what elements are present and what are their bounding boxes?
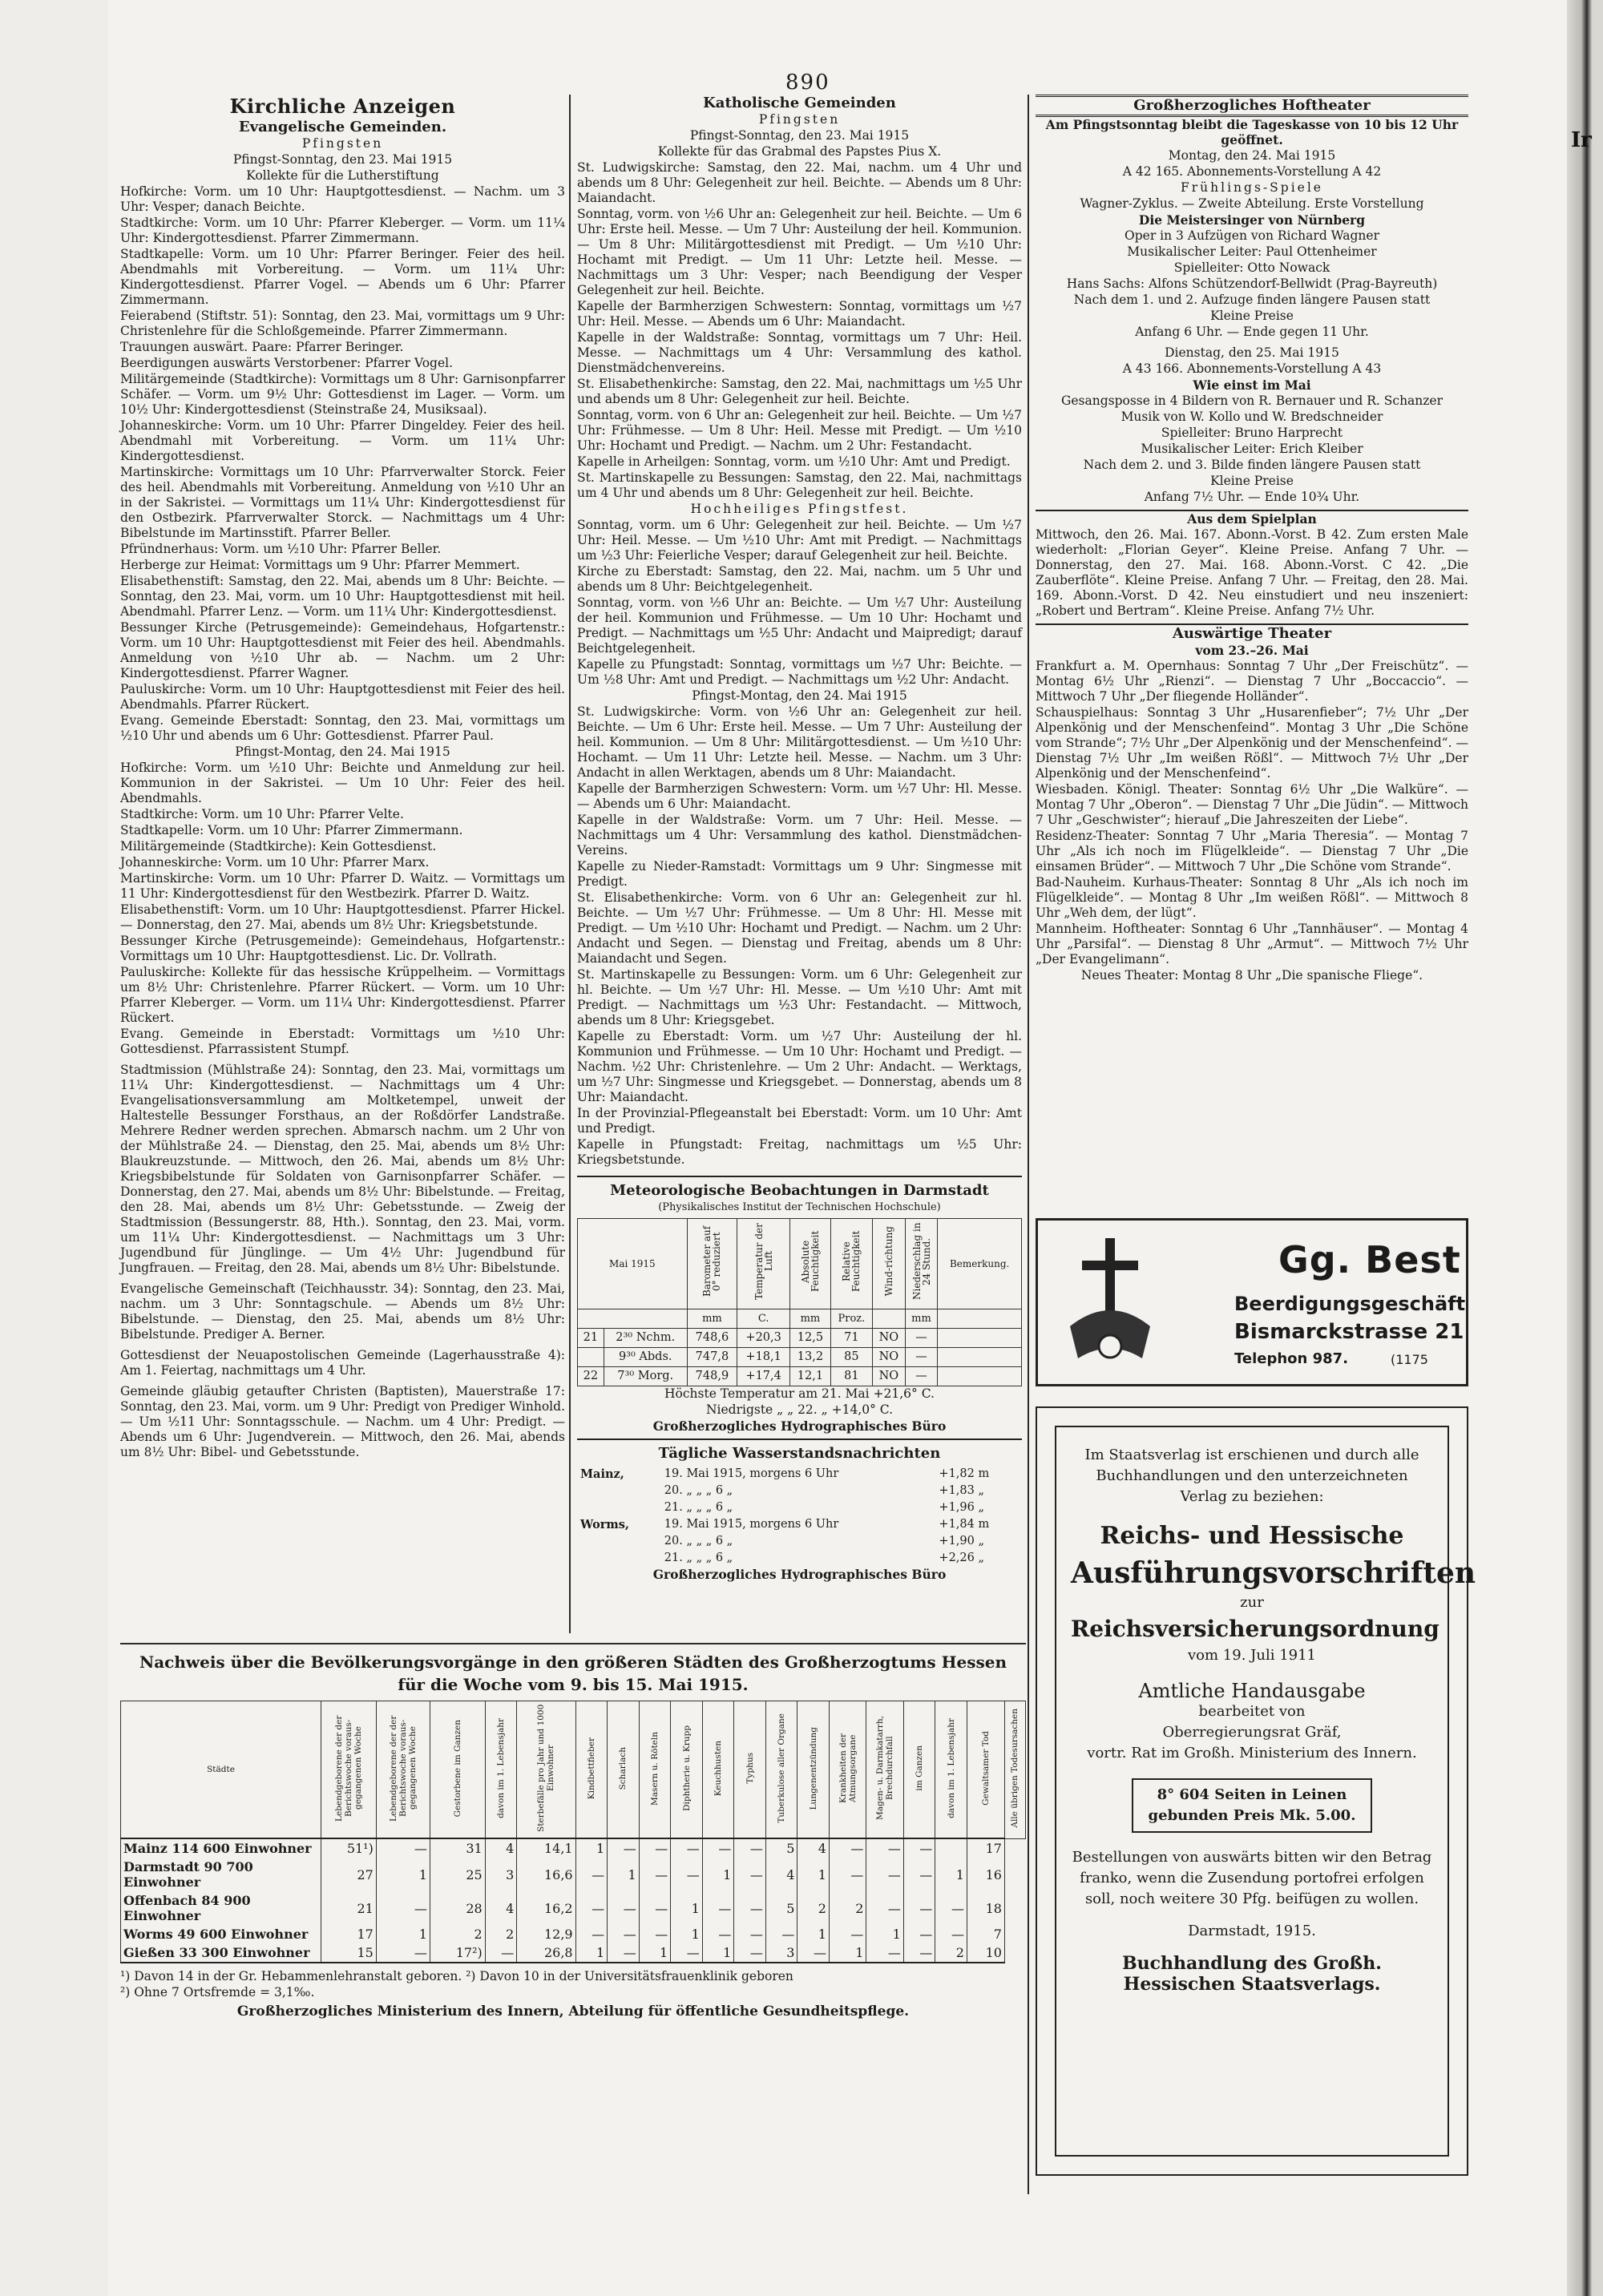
service-entry: Martinskirche: Vorm. um 10 Uhr: Pfarrer D. Waitz. — Vormittags um 11 Uhr: Kindergottesdienst für den Westbezirk. Pfarrer D. Waitz. (120, 871, 565, 901)
ad-text: Im Staatsverlag ist erschienen und durch alle Buchhandlungen und den unterzeichneten Verlag zu beziehen: (1084, 1447, 1419, 1505)
book-title-line: Reichs- und Hessische (1100, 1522, 1404, 1550)
max-temp: Höchste Temperatur am 21. Mai +21,6° C. (664, 1386, 935, 1401)
ad-text: Oberregierungsrat Gräf, (1162, 1724, 1342, 1741)
program-line: Spielleiter: Otto Nowack (1173, 260, 1330, 275)
unit-cell: C. (737, 1309, 790, 1329)
section-title: Katholische Gemeinden (703, 95, 896, 111)
program-line: Frühlings-Spiele (1181, 180, 1323, 195)
meteo-table (577, 1218, 1022, 1386)
program-line: Wagner-Zyklus. — Zweite Abteilung. Erste Vorstellung (1080, 196, 1424, 211)
feast-heading: Hochheiliges Pfingstfest. (690, 502, 909, 516)
theater-column (1036, 95, 1468, 1209)
population-statistics (120, 1651, 1026, 2020)
table-row: 22 7³⁰ Morg. 748,9 +17,4 12,1 81 NO — (578, 1367, 1022, 1386)
service-entry: St. Elisabethenkirche: Samstag, den 22. Mai, nachmittags um ½5 Uhr und abends um 8 Uhr: Gelegenheit zur heil. Beichte. (577, 377, 1022, 406)
service-entry: Trauungen auswärt. Paare: Pfarrer Beringer. (120, 340, 404, 354)
table-row: 20. „ „ „ 6 „ +1,90 „ (664, 1535, 984, 1547)
box-office-notice: Am Pfingstsonntag bleibt die Tageskasse von 10 bis 12 Uhr geöffnet. (1045, 117, 1459, 147)
ad-text: Darmstadt, 1915. (1188, 1923, 1316, 1939)
service-entry: Kapelle der Barmherzigen Schwestern: Sonntag, vormittags um ½7 Uhr: Heil. Messe. — Abends um 6 Uhr: Maiandacht. (577, 299, 1022, 329)
population-table: Städte Lebendgeborene der der Berichtswoche vorausgegangenen Woche Lebendgeborene der der Berichtswoche vorausgegangenen Woche Gestorbene im Ganzen davon im 1. Lebensjahr Sterbefälle pro Jahr und 1000 Einwohner Kindbettfieber Scharlach Masern u. Röteln Diphtherie u. Krupp Keuchhusten Typhus Tuberkulose aller Organe Lungenentzündung Krankheiten der Atmungsorgane Magen- u. Darmkatarrh, Brechdurchfall im Ganzen davon im 1. Lebensjahr Gewaltsamer Tod Alle übrigen Todesursachen Mainz 114 600 Einwohner 51¹) — 31 4 14,1 1 — — — — — 5 4 — — — 17 Darmstadt 90 700 Einwohner 27 1 25 3 16,6 — 1 — — 1 — 4 1 — — — 1 16 Offenbach 84 900 Einwohner 21 — 28 4 16,2 — — — 1 — — 5 2 2 — — — 18 Worms 49 600 Einwohner 17 1 2 2 12,9 — — — 1 — — — 1 — 1 — — 7 Gießen 33 300 Einwohner 15 — 17²) — 26,8 1 — 1 — 1 — 3 — 1 — — 2 10 (120, 1701, 1026, 1963)
section-title: Evangelische Gemeinden. (238, 119, 447, 135)
service-entry: Gemeinde gläubig getaufter Christen (Baptisten), Mauerstraße 17: Sonntag, den 23. Mai, vorm. um 9 Uhr: Predigt von Prediger Winhold. — Um ½11 Uhr: Sonntagsschule. — Nachm. um 4 Uhr: Predigt. — Abends um 6 Uhr: Jugendverein. — Mittwoch, den 26. Mai, abends um 8½ Uhr: Bibel- und Gebetsstunde. (120, 1384, 565, 1459)
page-edge (1567, 0, 1603, 2296)
service-entry: Kapelle zu Eberstadt: Vorm. um ½7 Uhr: Austeilung der hl. Kommunion und Frühmesse. — Um 10 Uhr: Hochamt und Predigt. — Nachm. ½2 Uhr: Christenlehre. — Um 2 Uhr: Andacht. — Werktags, um ½7 Uhr: Singmesse und Kriegsgebet. — Donnerstag, abends um 8 Uhr: Maiandacht. (577, 1029, 1022, 1104)
program-line: A 43 166. Abonnements-Vorstellung A 43 (1122, 361, 1382, 376)
program-title: Die Meistersinger von Nürnberg (1138, 212, 1366, 228)
service-entry: St. Ludwigskirche: Vorm. von ½6 Uhr an: Gelegenheit zur heil. Beichte. — Um 6 Uhr: Erste heil. Messe. — Um 7 Uhr: Austeilung der heil. Kommunion. — Um 8 Uhr: Militärgottesdienst. — Um ½10 Uhr: Hochamt. — Um 11 Uhr: Letzte heil. Messe. — Nachm. um 3 Uhr: Andacht in allen Werktagen, abends um 8 Uhr: Maiandacht. (577, 704, 1022, 780)
service-entry: In der Provinzial-Pflegeanstalt bei Eberstadt: Vorm. um 10 Uhr: Amt und Predigt. (577, 1106, 1022, 1136)
left-margin (0, 0, 108, 2296)
service-entry: Bessunger Kirche (Petrusgemeinde): Gemeindehaus, Hofgartenstr.: Vorm. um 10 Uhr: Hauptgottesdienst mit Feier des heil. Abendmahls. Anmeldung von ½10 Uhr ab. — Nachm. um 2 Uhr: Kindergottesdienst. Pfarrer Wagner. (120, 620, 565, 680)
program-line: Dienstag, den 25. Mai 1915 (1165, 345, 1339, 360)
program-line: Gesangsposse in 4 Bildern von R. Bernauer und R. Schanzer (1060, 393, 1444, 408)
table-row: Darmstadt 90 700 Einwohner 27 1 25 3 16,6 — 1 — — 1 — 4 1 — — — 1 16 (121, 1858, 1026, 1891)
date-heading: Pfingst-Sonntag, den 23. Mai 1915 (689, 128, 910, 143)
theater-entry: Bad-Nauheim. Kurhaus-Theater: Sonntag 8 Uhr „Als ich noch im Flügelkleide“. — Montag 8 Uhr „Im weißen Rößl“. — Mittwoch 8 Uhr „Weh dem, der lügt“. (1036, 875, 1468, 920)
water-section (577, 1439, 1022, 1582)
program-line: Hans Sachs: Alfons Schützendorf-Bellwidt (Prag-Bayreuth) (1066, 276, 1438, 291)
program-line: A 42 165. Abonnements-Vorstellung A 42 (1122, 164, 1382, 179)
ad-text: Bestellungen von auswärts bitten wir den Betrag franko, wenn die Zusendung portofrei erfolgen soll, noch weitere 30 Pfg. beifügen zu wollen. (1072, 1849, 1432, 1907)
program-line: Musikalischer Leiter: Paul Ottenheimer (1127, 244, 1377, 259)
theater-entry: Schauspielhaus: Sonntag 3 Uhr „Husarenfieber“; 7½ Uhr „Der Alpenkönig und der Menschenfeind“. Montag 3 Uhr „Die Schöne vom Strande“; 7½ Uhr „Der Alpenkönig und der Menschenfeind“. — Dienstag 7½ Uhr „Im weißen Rößl“. — Mittwoch 7½ Uhr „Der Alpenkönig und der Menschenfeind“. (1036, 705, 1468, 781)
theater-entry: Mannheim. Hoftheater: Sonntag 6 Uhr „Tannhäuser“. — Montag 4 Uhr „Parsifal“. — Dienstag 8 Uhr „Armut“. — Mittwoch 7½ Uhr „Der Evangelimann“. (1036, 922, 1468, 966)
unit-cell: Proz. (830, 1309, 872, 1329)
office-signature: Großherzogliches Hydrographisches Büro (652, 1567, 947, 1582)
service-entry: Militärgemeinde (Stadtkirche): Vormittags um 8 Uhr: Garnisonpfarrer Schäfer. — Vorm. um 9½ Uhr: Gottesdienst im Lager. — Vorm. um 10½ Uhr: Kindergottesdienst (Steinstraße 24, Musiksaal). (120, 372, 565, 417)
program-line: Musikalischer Leiter: Erich Kleiber (1141, 442, 1363, 456)
service-entry: Kapelle zu Pfungstadt: Sonntag, vormittags um ½7 Uhr: Beichte. — Um ½8 Uhr: Amt und Predigt. — Nachmittags um ½2 Uhr: Andacht. (577, 657, 1022, 687)
spielplan-title: Aus dem Spielplan (1187, 511, 1317, 527)
column-title: Kirchliche Anzeigen (229, 95, 456, 118)
evangelical-column (120, 95, 565, 1461)
program-line: Anfang 6 Uhr. — Ende gegen 11 Uhr. (1135, 325, 1369, 339)
service-entry: Hofkirche: Vorm. um 10 Uhr: Hauptgottesdienst. — Nachm. um 3 Uhr: Vesper; danach Beichte. (120, 184, 565, 214)
service-entry: St. Martinskapelle zu Bessungen: Samstag, den 22. Mai, nachmittags um 4 Uhr und abends um 8 Uhr: Gelegenheit zur heil. Beichte. (577, 470, 1022, 500)
ad-text: vortr. Rat im Großh. Ministerium des Innern. (1087, 1745, 1417, 1761)
collection-note: Kollekte für das Grabmal des Papstes Pius X. (657, 144, 942, 159)
service-entry: Sonntag, vorm. von ½6 Uhr an: Beichte. — Um ½7 Uhr: Austeilung der heil. Kommunion und Frühmesse. — Um 10 Uhr: Hochamt und Predigt. — Nachmittags um ½5 Uhr: Andacht und Maipredigt; darauf Beichtgelegenheit. (577, 595, 1022, 656)
adjacent-page-fragment: Ir (1571, 128, 1592, 152)
column-rule (569, 95, 571, 1633)
spielplan-text: Mittwoch, den 26. Mai. 167. Abonn.-Vorst. B 42. Zum ersten Male wiederholt: „Florian Geyer“. Kleine Preise. Anfang 7 Uhr. — Donnerstag, den 27. Mai. 168. Abonn.-Vorst. C 42. „Die Zauberflöte“. Kleine Preise. Anfang 7 Uhr. — Freitag, den 28. Mai. 169. Abonn.-Vorst. D 42. Neu einstudiert und neu inszeniert: „Robert und Bertram“. Kleine Preise. Anfang 7½ Uhr. (1036, 527, 1468, 618)
table-header: Relative Feuchtigkeit (830, 1219, 872, 1309)
table-row: Worms, 19. Mai 1915, morgens 6 Uhr +1,84 m (580, 1518, 990, 1531)
ad-reference: (1175 (1391, 1352, 1428, 1367)
service-entry: Feierabend (Stiftstr. 51): Sonntag, den 23. Mai, vormittags um 9 Uhr: Christenlehre für die Schloßgemeinde. Pfarrer Zimmermann. (120, 309, 565, 338)
theater-entry: Neues Theater: Montag 8 Uhr „Die spanische Fliege“. (1080, 968, 1423, 983)
book-advertisement (1036, 1406, 1476, 2176)
column-title: Großherzogliches Hoftheater (1036, 95, 1468, 117)
unit-cell: mm (905, 1309, 938, 1329)
table-row: 21. „ „ „ 6 „ +1,96 „ (664, 1501, 984, 1514)
meteo-section (577, 1176, 1022, 1434)
date-range: vom 23.–26. Mai (1195, 643, 1309, 658)
price-box: 8° 604 Seiten in Leinen gebunden Preis Mk. 5.00. (1132, 1778, 1372, 1833)
service-entry: Beerdigungen auswärts Verstorbener: Pfarrer Vogel. (120, 356, 454, 370)
funeral-advertisement (1036, 1218, 1468, 1386)
ad-text: vom 19. Juli 1911 (1188, 1647, 1316, 1664)
table-header: Bemerkung. (938, 1219, 1022, 1309)
service-entry: Herberge zur Heimat: Vormittags um 9 Uhr: Pfarrer Memmert. (120, 558, 520, 572)
service-entry: Kapelle der Barmherzigen Schwestern: Vorm. um ½7 Uhr: Hl. Messe. — Abends um 6 Uhr: Maiandacht. (577, 781, 1022, 811)
program-line: Nach dem 2. und 3. Bilde finden längere Pausen statt (1083, 458, 1421, 472)
date-heading: Pfingst-Montag, den 24. Mai 1915 (235, 744, 450, 759)
cross-emblem-icon (1062, 1238, 1158, 1366)
table-header: Barometer auf 0° reduziert (687, 1219, 737, 1309)
table-row: Offenbach 84 900 Einwohner 21 — 28 4 16,2 — — — 1 — — 5 2 2 — — — 18 (121, 1891, 1026, 1925)
meteo-subtitle: (Physikalisches Institut der Technischen Hochschule) (658, 1201, 941, 1213)
service-entry: Stadtkapelle: Vorm. um 10 Uhr: Pfarrer Beringer. Feier des heil. Abendmahls mit Vorbereitung. — Vorm. um 11¼ Uhr: Kindergottesdienst. Pfarrer Vogel. — Abends um 6 Uhr: Pfarrer Zimmermann. (120, 247, 565, 307)
ad-text: Amtliche Handausgabe (1138, 1680, 1366, 1702)
footnote: ¹) Davon 14 in der Gr. Hebammenlehranstalt geboren. ²) Davon 10 in der Universitätsfrauenklinik geboren (120, 1969, 793, 1983)
table-row: Mainz, 19. Mai 1915, morgens 6 Uhr +1,82 m (580, 1467, 990, 1481)
program-line: Kleine Preise (1210, 474, 1294, 488)
book-title-line: Reichsversicherungsordnung (1071, 1616, 1439, 1642)
publisher: Buchhandlung des Großh. Hessischen Staatsverlags. (1122, 1953, 1382, 1995)
service-entry: Pfründnerhaus: Vorm. um ½10 Uhr: Pfarrer Beller. (120, 542, 442, 556)
program-line: Montag, den 24. Mai 1915 (1168, 148, 1336, 163)
service-entry: Hofkirche: Vorm. um ½10 Uhr: Beichte und Anmeldung zur heil. Kommunion in der Sakristei. — Um 10 Uhr: Feier des heil. Abendmahls. (120, 761, 565, 805)
service-entry: Stadtmission (Mühlstraße 24): Sonntag, den 23. Mai, vormittags um 11¼ Uhr: Kindergottesdienst. — Nachmittags um 4 Uhr: Evangelisationsversammlung am Moltketempel, unweit der Haltestelle Bessunger Forsthaus, an der Roßdörfer Landstraße. Mehrere Redner werden sprechen. Abmarsch nachm. um 2 Uhr von der Mühlstraße 24. — Dienstag, den 25. Mai, abends um 8½ Uhr: Blaukreuzstunde. — Mittwoch, den 26. Mai, abends um 8½ Uhr: Kriegsbibelstunde für Soldaten von Garnisonpfarrer Schäfer. — Donnerstag, den 27. Mai, abends um 8½ Uhr: Bibelstunde. — Freitag, den 28. Mai, abends um 8½ Uhr: Gebetsstunde. — Zweig der Stadtmission (Bessungerstr. 88, Hth.). Sonntag, den 23. Mai, vorm. um 11¼ Uhr: Kindergottesdienst. — Nachmittags um 3 Uhr: Jugendbund für Jünglinge. — Um 4½ Uhr: Jugendbund für Jungfrauen. — Freitag, den 28. Mai, abends um 8½ Uhr: Bibelstunde. (120, 1063, 565, 1275)
service-entry: Sonntag, vorm. um 6 Uhr: Gelegenheit zur heil. Beichte. — Um ½7 Uhr: Heil. Messe. — Um ½10 Uhr: Amt mit Predigt. — Nachmittags um ½3 Uhr: Feierliche Vesper; darauf Gelegenheit zur heil. Beichte. (577, 518, 1022, 563)
table-row: 21. „ „ „ 6 „ +2,26 „ (664, 1552, 984, 1564)
service-entry: Sonntag, vorm. von 6 Uhr an: Gelegenheit zur heil. Beichte. — Um ½7 Uhr: Frühmesse. — Um 8 Uhr: Heil. Messe mit Predigt. — Um ½10 Uhr: Hochamt und Predigt. — Nachm. um 2 Uhr: Festandacht. (577, 408, 1022, 453)
business-type: Beerdigungsgeschäft (1234, 1293, 1466, 1315)
table-header: Niederschlag in 24 Stund. (905, 1219, 938, 1309)
business-address: Bismarckstrasse 21 (1234, 1320, 1464, 1344)
table-header: Wind-richtung (873, 1219, 906, 1309)
table-header: Mai 1915 (578, 1219, 688, 1309)
meteo-title: Meteorologische Beobachtungen in Darmstadt (610, 1182, 989, 1199)
service-entry: Stadtkirche: Vorm. um 10 Uhr: Pfarrer Kleberger. — Vorm. um 11¼ Uhr: Kindergottesdienst. Pfarrer Zimmermann. (120, 216, 565, 245)
service-entry: Evang. Gemeinde in Eberstadt: Vormittags um ½10 Uhr: Gottesdienst. Pfarrassistent Stumpf. (120, 1027, 565, 1056)
service-entry: Pauluskirche: Vorm. um 10 Uhr: Hauptgottesdienst mit Feier des heil. Abendmahls. Pfarrer Rückert. (120, 682, 565, 712)
page-number: 890 (785, 71, 830, 95)
theater-entry: Wiesbaden. Königl. Theater: Sonntag 6½ Uhr „Die Walküre“. — Montag 7 Uhr „Oberon“. — Dienstag 7 Uhr „Die Jüdin“. — Mittwoch 7 Uhr „Geschwister“; hierauf „Die Jahreszeiten der Liebe“. (1036, 782, 1468, 827)
table-header: Temperatur der Luft (737, 1219, 790, 1309)
table-row: 20. „ „ „ 6 „ +1,83 „ (664, 1484, 984, 1497)
footnote: ²) Ohne 7 Ortsfremde = 3,1‰. (120, 1985, 315, 1999)
table-header: Absolute Feuchtigkeit (790, 1219, 831, 1309)
ad-text: zur (1240, 1594, 1264, 1611)
table-title: für die Woche vom 9. bis 15. Mai 1915. (398, 1675, 749, 1694)
service-entry: Kapelle zu Nieder-Ramstadt: Vormittags um 9 Uhr: Singmesse mit Predigt. (577, 859, 1022, 889)
service-entry: Elisabethenstift: Samstag, den 22. Mai, abends um 8 Uhr: Beichte. — Sonntag, den 23. Mai, vorm. um 10 Uhr: Hauptgottesdienst mit heil. Abendmahl. Pfarrer Lenz. — Vorm. um 11¼ Uhr: Kindergottesdienst. (120, 574, 565, 619)
unit-cell: mm (687, 1309, 737, 1329)
service-entry: Kirche zu Eberstadt: Samstag, den 22. Mai, nachm. um 5 Uhr und abends um 8 Uhr: Beichtgelegenheit. (577, 564, 1022, 594)
program-line: Kleine Preise (1210, 309, 1294, 323)
service-entry: St. Martinskapelle zu Bessungen: Vorm. um 6 Uhr: Gelegenheit zur hl. Beichte. — Um ½7 Uhr: Hl. Messe. — Um ½10 Uhr: Amt mit Predigt. — Nachmittags um ½3 Uhr: Festandacht. — Mittwoch, abends um 8 Uhr: Kriegsgebet. (577, 967, 1022, 1027)
service-entry: Johanneskirche: Vorm. um 10 Uhr: Pfarrer Marx. (120, 855, 430, 870)
service-entry: Stadtkapelle: Vorm. um 10 Uhr: Pfarrer Zimmermann. (120, 823, 463, 837)
table-row: Gießen 33 300 Einwohner 15 — 17²) — 26,8 1 — 1 — 1 — 3 — 1 — — 2 10 (121, 1943, 1026, 1963)
service-entry: Elisabethenstift: Vorm. um 10 Uhr: Hauptgottesdienst. Pfarrer Hickel. — Donnerstag, den 27. Mai, abends um 8½ Uhr: Kriegsbetstunde. (120, 902, 565, 932)
ministry-signature: Großherzogliches Ministerium des Innern, Abteilung für öffentliche Gesundheitspflege. (236, 2003, 910, 2020)
service-entry: Pauluskirche: Kollekte für das hessische Krüppelheim. — Vormittags um 8½ Uhr: Christenlehre. Pfarrer Rückert. — Vorm. um 10 Uhr: Pfarrer Kleberger. — Vorm. um 11¼ Uhr: Kindergottesdienst. Pfarrer Rückert. (120, 965, 565, 1025)
program-line: Musik von W. Kollo und W. Bredschneider (1120, 410, 1383, 424)
program-line: Nach dem 1. und 2. Aufzuge finden längere Pausen statt (1073, 293, 1431, 307)
date-heading: Pfingst-Montag, den 24. Mai 1915 (692, 688, 907, 703)
table-row: Worms 49 600 Einwohner 17 1 2 2 12,9 — — — 1 — — — 1 — 1 — — 7 (121, 1925, 1026, 1943)
program-line: Oper in 3 Aufzügen von Richard Wagner (1125, 228, 1379, 243)
date-heading: Pfingst-Sonntag, den 23. Mai 1915 (232, 152, 453, 167)
service-entry: Johanneskirche: Vorm. um 10 Uhr: Pfarrer Dingeldey. Feier des heil. Abendmahl mit Vorbereitung. — Vorm. um 11¼ Uhr: Kindergottesdienst. (120, 418, 565, 463)
service-entry: Kapelle in Pfungstadt: Freitag, nachmittags um ½5 Uhr: Kriegsbetstunde. (577, 1137, 1022, 1167)
service-entry: Kapelle in der Waldstraße: Sonntag, vormittags um 7 Uhr: Heil. Messe. — Nachmittags um 4 Uhr: Versammlung des kathol. Dienstmädchenvereins. (577, 330, 1022, 375)
theater-entry: Frankfurt a. M. Opernhaus: Sonntag 7 Uhr „Der Freischütz“. — Montag 6½ Uhr „Rienzi“. — Dienstag 7 Uhr „Boccaccio“. — Mittwoch 7 Uhr „Der fliegende Holländer“. (1036, 659, 1468, 704)
service-entry: Gottesdienst der Neuapostolischen Gemeinde (Lagerhausstraße 4): Am 1. Feiertag, nachmittags um 4 Uhr. (120, 1348, 565, 1378)
table-header: Städte (121, 1701, 321, 1839)
column-rule (1028, 95, 1029, 2194)
section-title: Auswärtige Theater (1172, 625, 1332, 642)
business-phone: Telephon 987. (1234, 1350, 1349, 1367)
service-entry: Stadtkirche: Vorm. um 10 Uhr: Pfarrer Velte. (120, 807, 404, 821)
section-rule (120, 1643, 1026, 1644)
service-entry: Kapelle in der Waldstraße: Vorm. um 7 Uhr: Heil. Messe. — Nachmittags um 4 Uhr: Versammlung des kathol. Dienstmädchen-Vereins. (577, 813, 1022, 857)
catholic-column (577, 95, 1022, 1583)
service-entry: Sonntag, vorm. von ½6 Uhr an: Gelegenheit zur heil. Beichte. — Um 6 Uhr: Erste heil. Messe. — Um 7 Uhr: Austeilung der heil. Kommunion. — Um 8 Uhr: Militärgottesdienst mit Predigt. — Um ½10 Uhr: Hochamt mit Predigt. — Um 11 Uhr: Letzte heil. Messe. — Nachmittags um 3 Uhr: Vesper; nach Beendigung der Vesper Gelegenheit zur heil. Beichte. (577, 207, 1022, 297)
service-entry: Bessunger Kirche (Petrusgemeinde): Gemeindehaus, Hofgartenstr.: Vormittags um 10 Uhr: Hauptgottesdienst. Lic. Dr. Vollrath. (120, 934, 565, 963)
unit-cell: mm (790, 1309, 831, 1329)
collection-note: Kollekte für die Lutherstiftung (246, 168, 439, 183)
book-title-main: Ausführungsvorschriften (1071, 1556, 1476, 1590)
service-entry: Evangelische Gemeinschaft (Teichhausstr. 34): Sonntag, den 23. Mai, nachm. um 3 Uhr: Sonntagschule. — Abends um 8½ Uhr: Bibelstunde. — Dienstag, den 25. Mai, abends um 8½ Uhr: Bibelstunde. Prediger A. Berner. (120, 1281, 565, 1342)
table-row: 21 2³⁰ Nchm. 748,6 +20,3 12,5 71 NO — (578, 1329, 1022, 1348)
service-entry: Militärgemeinde (Stadtkirche): Kein Gottesdienst. (120, 839, 437, 853)
table-title: Nachweis über die Bevölkerungsvorgänge in den größeren Städten des Großherzogtums Hessen (139, 1652, 1007, 1672)
ad-text: bearbeitet von (1198, 1703, 1306, 1720)
water-table (577, 1466, 1022, 1567)
service-entry: St. Ludwigskirche: Samstag, den 22. Mai, nachm. um 4 Uhr und abends um 8 Uhr: Gelegenheit zur heil. Beichte. — Abends um 8 Uhr: Maiandacht. (577, 160, 1022, 205)
water-title: Tägliche Wasserstandsnachrichten (658, 1445, 941, 1462)
table-row: Mainz 114 600 Einwohner 51¹) — 31 4 14,1 1 — — — — — 5 4 — — — 17 (121, 1838, 1026, 1858)
feast-heading: Pfingsten (301, 136, 384, 151)
program-line: Spielleiter: Bruno Harprecht (1161, 426, 1343, 440)
table-row: 9³⁰ Abds. 747,8 +18,1 13,2 85 NO — (578, 1348, 1022, 1367)
service-entry: Martinskirche: Vormittags um 10 Uhr: Pfarrverwalter Storck. Feier des heil. Abendmahls mit Vorbereitung. Anmeldung von ½10 Uhr an in der Sakristei. — Vormittags um 11¼ Uhr: Kindergottesdienst für den Ostbezirk. Pfarrverwalter Storck. — Nachmittags um 4 Uhr: Bibelstunde im Martinsstift. Pfarrer Beller. (120, 465, 565, 540)
min-temp: Niedrigste „ „ 22. „ +14,0° C. (705, 1402, 894, 1417)
business-name: Gg. Best (1278, 1238, 1461, 1281)
theater-entry: Residenz-Theater: Sonntag 7 Uhr „Maria Theresia“. — Montag 7 Uhr „Als ich noch im Flügelkleide“. — Dienstag 7 Uhr „Die einsamen Brüder“. — Mittwoch 7 Uhr „Die Schöne vom Strande“. (1036, 829, 1468, 874)
service-entry: St. Elisabethenkirche: Vorm. von 6 Uhr an: Gelegenheit zur hl. Beichte. — Um ½7 Uhr: Frühmesse. — Um 8 Uhr: Hl. Messe mit Predigt. — Um ½10 Uhr: Hochamt und Predigt. — Nachm. um 2 Uhr: Andacht und Segen. — Dienstag und Freitag, abends um 8 Uhr: Maiandacht und Segen. (577, 890, 1022, 966)
feast-heading: Pfingsten (758, 112, 841, 127)
service-entry: Evang. Gemeinde Eberstadt: Sonntag, den 23. Mai, vormittags um ½10 Uhr und abends um 6 Uhr: Gottesdienst. Pfarrer Paul. (120, 713, 565, 743)
office-signature: Großherzogliches Hydrographisches Büro (652, 1418, 947, 1434)
program-title: Wie einst im Mai (1193, 377, 1311, 393)
service-entry: Kapelle in Arheilgen: Sonntag, vorm. um ½10 Uhr: Amt und Predigt. (577, 454, 1011, 469)
program-line: Anfang 7½ Uhr. — Ende 10¾ Uhr. (1144, 490, 1360, 504)
